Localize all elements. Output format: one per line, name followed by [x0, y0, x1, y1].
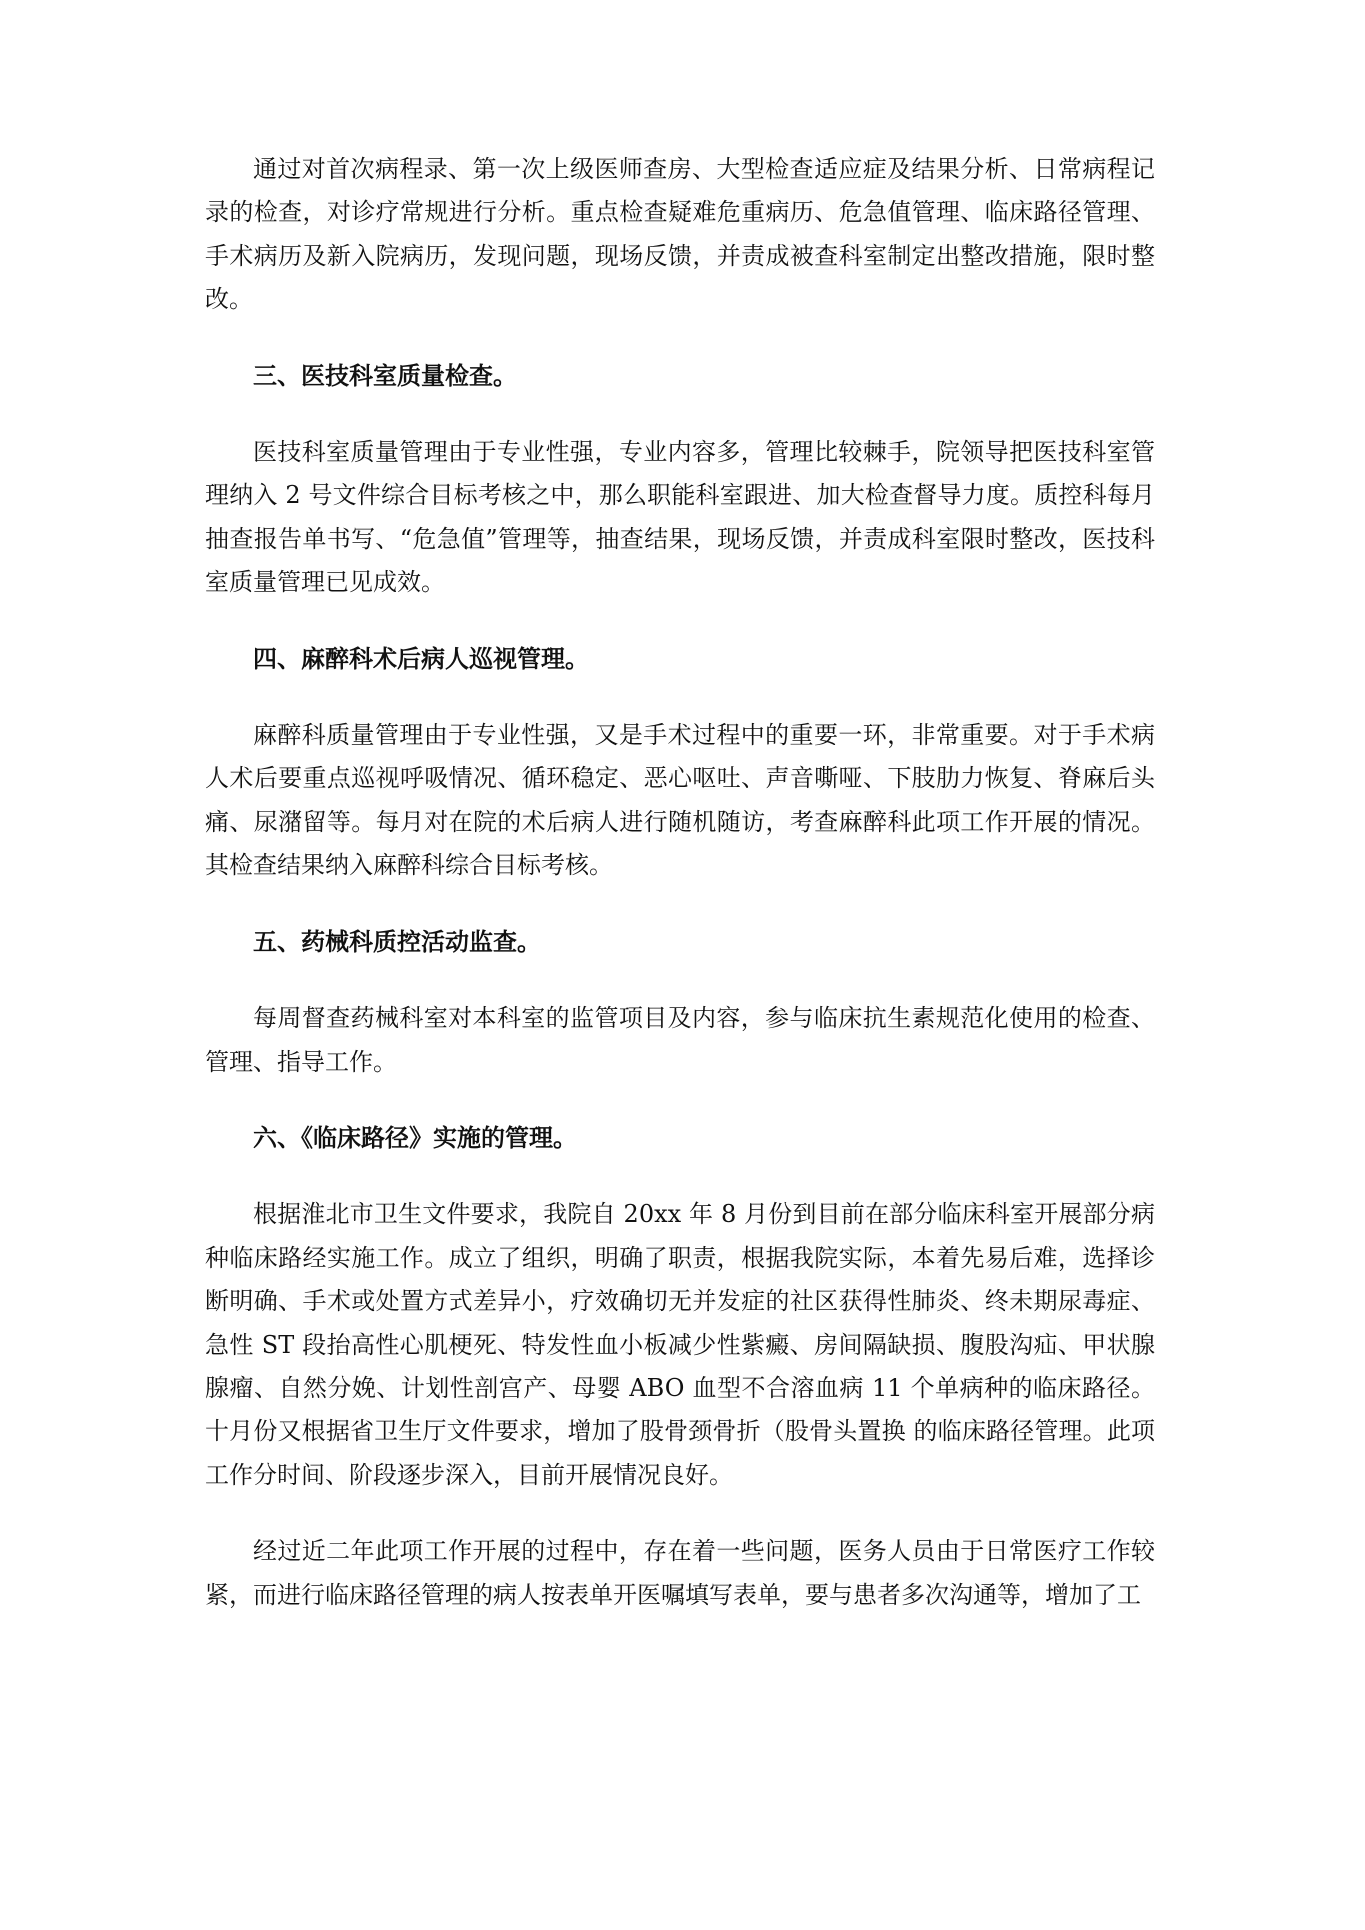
paragraph-medical-tech-quality: 医技科室质量管理由于专业性强，专业内容多，管理比较棘手，院领导把医技科室管理纳入 2 号文件综合目标考核之中，那么职能科室跟进、加大检查督导力度。质控科每月抽查报告单书写、“危急值”管理等，抽查结果，现场反馈，并责成科室限时整改，医技科室质量管理已见成效。	[205, 438, 1155, 597]
paragraph-anesthesia-patrol: 麻醉科质量管理由于专业性强，又是手术过程中的重要一环，非常重要。对于手术病人术后要重点巡视呼吸情况、循环稳定、恶心呕吐、声音嘶哑、下肢肋力恢复、脊麻后头痛、尿潴留等。每月对在院的术后病人进行随机随访，考查麻醉科此项工作开展的情况。其检查结果纳入麻醉科综合目标考核。	[205, 721, 1155, 880]
section-heading-4: 四、麻醉科术后病人巡视管理。	[253, 644, 589, 673]
paragraph-clinical-pathway: 根据淮北市卫生文件要求，我院自 20xx 年 8 月份到目前在部分临床科室开展部分病种临床路经实施工作。成立了组织，明确了职责，根据我院实际，本着先易后难，选择诊断明确、手术或处置方式差异小，疗效确切无并发症的社区获得性肺炎、终未期尿毒症、急性 ST 段抬高性心肌梗死、特发性血小板减少性紫癜、房间隔缺损、腹股沟疝、甲状腺腺瘤、自然分娩、计划性剖宫产、母婴 ABO 血型不合溶血病 11 个单病种的临床路径。十月份又根据省卫生厅文件要求，增加了股骨颈骨折（股骨头置换 的临床路径管理。此项工作分时间、阶段逐步深入，目前开展情况良好。	[205, 1200, 1155, 1489]
section-heading-5: 五、药械科质控活动监查。	[253, 927, 541, 956]
paragraph-pathway-problems: 经过近二年此项工作开展的过程中，存在着一些问题，医务人员由于日常医疗工作较紧，而进行临床路径管理的病人按表单开医嘱填写表单，要与患者多次沟通等，增加了工	[205, 1537, 1155, 1609]
paragraph-pharmacy-supervision: 每周督查药械科室对本科室的监管项目及内容，参与临床抗生素规范化使用的检查、管理、指导工作。	[205, 1004, 1155, 1076]
paragraph-medical-record-check: 通过对首次病程录、第一次上级医师查房、大型检查适应症及结果分析、日常病程记录的检查，对诊疗常规进行分析。重点检查疑难危重病历、危急值管理、临床路径管理、手术病历及新入院病历，发现问题，现场反馈，并责成被查科室制定出整改措施，限时整改。	[205, 155, 1155, 314]
document-body	[205, 148, 1155, 1650]
section-heading-6: 六、《临床路径》实施的管理。	[253, 1123, 577, 1152]
section-heading-3: 三、医技科室质量检查。	[253, 361, 517, 390]
